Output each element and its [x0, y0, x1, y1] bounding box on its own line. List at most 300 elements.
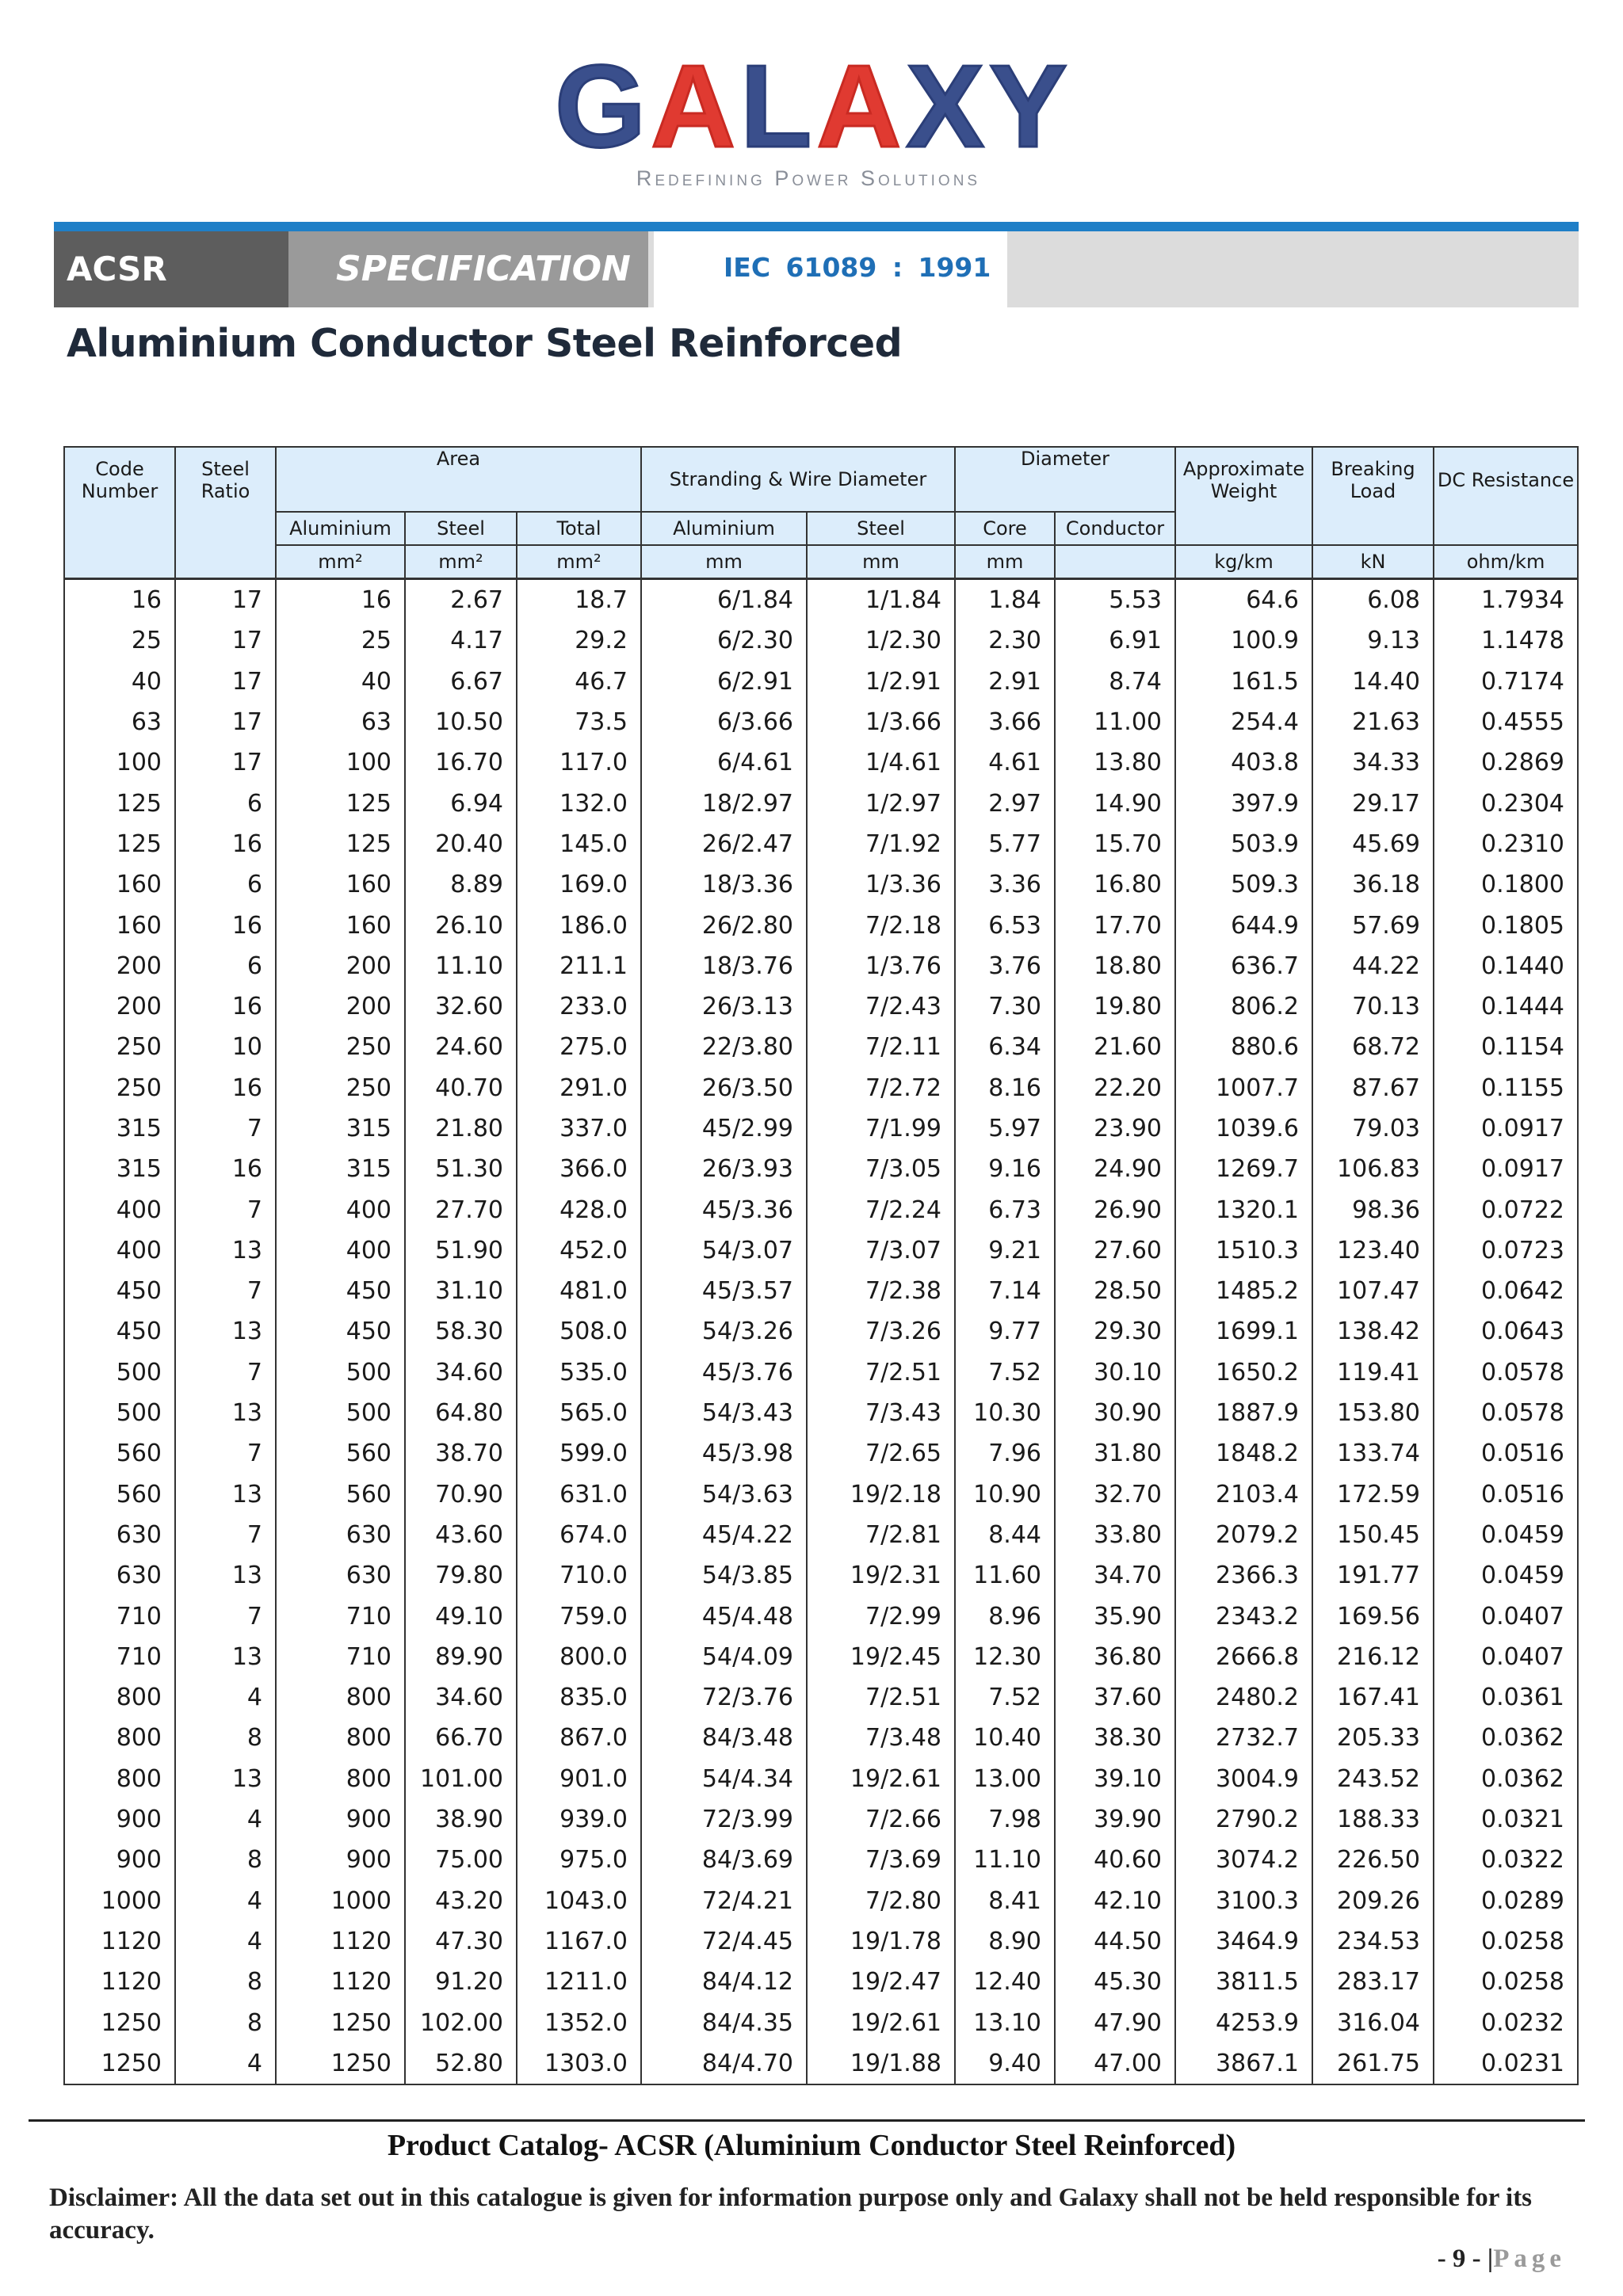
cell-steel-ratio: 10 — [175, 1027, 276, 1067]
cell-area-aluminium: 450 — [276, 1271, 405, 1311]
cell-approx-weight: 503.9 — [1175, 824, 1312, 864]
cell-diameter-conductor: 19.80 — [1055, 986, 1175, 1027]
cell-stranding-steel: 19/1.78 — [807, 1921, 955, 1962]
cell-area-aluminium: 250 — [276, 1027, 405, 1067]
footer-title: Product Catalog- ACSR (Aluminium Conductor Steel Reinforced) — [387, 2129, 1236, 2162]
cell-diameter-conductor: 39.10 — [1055, 1759, 1175, 1799]
cell-area-aluminium: 800 — [276, 1759, 405, 1799]
cell-diameter-conductor: 39.90 — [1055, 1799, 1175, 1840]
cell-stranding-aluminium: 45/3.36 — [641, 1189, 807, 1230]
cell-breaking-load: 45.69 — [1312, 824, 1434, 864]
cell-area-aluminium: 900 — [276, 1840, 405, 1880]
cell-stranding-steel: 1/2.30 — [807, 620, 955, 661]
cell-stranding-steel: 7/2.18 — [807, 905, 955, 945]
cell-area-aluminium: 125 — [276, 824, 405, 864]
cell-code-number: 250 — [64, 1027, 175, 1067]
cell-dc-resistance: 0.2310 — [1434, 824, 1578, 864]
cell-area-total: 939.0 — [517, 1799, 641, 1840]
cell-breaking-load: 87.67 — [1312, 1068, 1434, 1108]
table-row — [64, 1311, 1578, 1352]
table-row — [64, 905, 1578, 945]
cell-area-steel: 64.80 — [405, 1393, 517, 1433]
cell-breaking-load: 70.13 — [1312, 986, 1434, 1027]
table-row — [64, 1596, 1578, 1636]
cell-stranding-steel: 7/2.43 — [807, 986, 955, 1027]
cell-code-number: 450 — [64, 1271, 175, 1311]
cell-diameter-conductor: 33.80 — [1055, 1515, 1175, 1555]
cell-approx-weight: 4253.9 — [1175, 2002, 1312, 2042]
cell-steel-ratio: 17 — [175, 620, 276, 661]
cell-code-number: 200 — [64, 986, 175, 1027]
cell-dc-resistance: 0.0516 — [1434, 1474, 1578, 1515]
cell-area-aluminium: 560 — [276, 1433, 405, 1474]
cell-dc-resistance: 0.0722 — [1434, 1189, 1578, 1230]
cell-area-steel: 43.60 — [405, 1515, 517, 1555]
header-diameter: Diameter — [955, 447, 1175, 479]
cell-area-total: 1211.0 — [517, 1962, 641, 2002]
cell-steel-ratio: 13 — [175, 1393, 276, 1433]
cell-diameter-conductor: 18.80 — [1055, 946, 1175, 986]
cell-code-number: 25 — [64, 620, 175, 661]
unit-spacer — [175, 545, 276, 579]
cell-area-aluminium: 710 — [276, 1637, 405, 1677]
cell-area-steel: 21.80 — [405, 1108, 517, 1149]
cell-area-total: 674.0 — [517, 1515, 641, 1555]
cell-approx-weight: 3004.9 — [1175, 1759, 1312, 1799]
cell-steel-ratio: 13 — [175, 1474, 276, 1515]
cell-stranding-aluminium: 22/3.80 — [641, 1027, 807, 1067]
cell-area-steel: 52.80 — [405, 2043, 517, 2084]
table-row — [64, 1637, 1578, 1677]
cell-diameter-core: 9.77 — [955, 1311, 1055, 1352]
cell-diameter-core: 7.98 — [955, 1799, 1055, 1840]
unit-weight: kg/km — [1175, 545, 1312, 579]
cell-steel-ratio: 16 — [175, 986, 276, 1027]
cell-breaking-load: 44.22 — [1312, 946, 1434, 986]
cell-diameter-conductor: 37.60 — [1055, 1677, 1175, 1718]
disclaimer: Disclaimer: All the data set out in this catalogue is given for information purpose only and Galaxy shall not be held responsible for its accuracy. — [49, 2183, 1533, 2245]
cell-area-aluminium: 200 — [276, 986, 405, 1027]
cell-code-number: 560 — [64, 1474, 175, 1515]
cell-breaking-load: 172.59 — [1312, 1474, 1434, 1515]
header-diameter-core: Core — [955, 512, 1055, 545]
cell-approx-weight: 100.9 — [1175, 620, 1312, 661]
cell-dc-resistance: 0.0578 — [1434, 1352, 1578, 1393]
cell-stranding-aluminium: 45/3.57 — [641, 1271, 807, 1311]
cell-area-steel: 101.00 — [405, 1759, 517, 1799]
table-row — [64, 1921, 1578, 1962]
cell-code-number: 160 — [64, 864, 175, 905]
table-row — [64, 1515, 1578, 1555]
cell-dc-resistance: 0.2869 — [1434, 742, 1578, 783]
table-row — [64, 1433, 1578, 1474]
cell-approx-weight: 397.9 — [1175, 783, 1312, 823]
logo-tagline: Redefining Power Solutions — [636, 166, 981, 190]
cell-dc-resistance: 0.4555 — [1434, 702, 1578, 742]
cell-approx-weight: 1848.2 — [1175, 1433, 1312, 1474]
cell-approx-weight: 2480.2 — [1175, 1677, 1312, 1718]
cell-area-total: 1352.0 — [517, 2002, 641, 2042]
cell-breaking-load: 138.42 — [1312, 1311, 1434, 1352]
cell-stranding-steel: 7/2.51 — [807, 1352, 955, 1393]
cell-steel-ratio: 7 — [175, 1108, 276, 1149]
cell-code-number: 315 — [64, 1108, 175, 1149]
cell-diameter-core: 2.91 — [955, 662, 1055, 702]
table-row — [64, 2043, 1578, 2084]
header-resistance-spacer — [1434, 512, 1578, 545]
cell-breaking-load: 57.69 — [1312, 905, 1434, 945]
cell-area-aluminium: 450 — [276, 1311, 405, 1352]
cell-steel-ratio: 16 — [175, 1068, 276, 1108]
table-row — [64, 1271, 1578, 1311]
cell-diameter-core: 12.40 — [955, 1962, 1055, 2002]
cell-diameter-conductor: 11.00 — [1055, 702, 1175, 742]
cell-dc-resistance: 0.0407 — [1434, 1596, 1578, 1636]
cell-stranding-steel: 7/3.07 — [807, 1230, 955, 1271]
cell-area-aluminium: 100 — [276, 742, 405, 783]
cell-breaking-load: 6.08 — [1312, 579, 1434, 621]
cell-steel-ratio: 6 — [175, 864, 276, 905]
cell-diameter-conductor: 15.70 — [1055, 824, 1175, 864]
cell-area-steel: 2.67 — [405, 579, 517, 621]
table-row — [64, 824, 1578, 864]
cell-area-total: 211.1 — [517, 946, 641, 986]
table-row — [64, 662, 1578, 702]
cell-stranding-aluminium: 84/3.48 — [641, 1718, 807, 1758]
cell-code-number: 100 — [64, 742, 175, 783]
cell-steel-ratio: 17 — [175, 702, 276, 742]
cell-stranding-aluminium: 84/4.12 — [641, 1962, 807, 2002]
cell-diameter-core: 2.97 — [955, 783, 1055, 823]
cell-diameter-conductor: 45.30 — [1055, 1962, 1175, 2002]
cell-steel-ratio: 16 — [175, 905, 276, 945]
cell-area-aluminium: 250 — [276, 1068, 405, 1108]
cell-stranding-aluminium: 84/4.70 — [641, 2043, 807, 2084]
cell-breaking-load: 261.75 — [1312, 2043, 1434, 2084]
cell-diameter-conductor: 34.70 — [1055, 1555, 1175, 1596]
cell-approx-weight: 3100.3 — [1175, 1881, 1312, 1921]
header-code-number: Code Number — [64, 447, 175, 512]
galaxy-logo — [555, 41, 1072, 190]
cell-area-steel: 38.70 — [405, 1433, 517, 1474]
cell-stranding-aluminium: 18/2.97 — [641, 783, 807, 823]
cell-area-total: 631.0 — [517, 1474, 641, 1515]
cell-area-aluminium: 800 — [276, 1677, 405, 1718]
table-row — [64, 742, 1578, 783]
table-row — [64, 1027, 1578, 1067]
cell-breaking-load: 191.77 — [1312, 1555, 1434, 1596]
cell-area-total: 867.0 — [517, 1718, 641, 1758]
cell-diameter-core: 5.97 — [955, 1108, 1055, 1149]
cell-dc-resistance: 0.0917 — [1434, 1149, 1578, 1189]
cell-steel-ratio: 8 — [175, 2002, 276, 2042]
cell-diameter-conductor: 28.50 — [1055, 1271, 1175, 1311]
cell-steel-ratio: 8 — [175, 1718, 276, 1758]
cell-dc-resistance: 0.0322 — [1434, 1840, 1578, 1880]
cell-steel-ratio: 8 — [175, 1840, 276, 1880]
cell-stranding-steel: 1/1.84 — [807, 579, 955, 621]
cell-code-number: 1250 — [64, 2043, 175, 2084]
cell-area-total: 428.0 — [517, 1189, 641, 1230]
cell-diameter-core: 12.30 — [955, 1637, 1055, 1677]
table-row — [64, 1149, 1578, 1189]
table-row — [64, 864, 1578, 905]
cell-stranding-steel: 7/2.51 — [807, 1677, 955, 1718]
cell-approx-weight: 1485.2 — [1175, 1271, 1312, 1311]
cell-approx-weight: 254.4 — [1175, 702, 1312, 742]
cell-area-aluminium: 1250 — [276, 2043, 405, 2084]
cell-stranding-aluminium: 84/4.35 — [641, 2002, 807, 2042]
cell-diameter-core: 10.90 — [955, 1474, 1055, 1515]
cell-area-total: 73.5 — [517, 702, 641, 742]
cell-dc-resistance: 0.0642 — [1434, 1271, 1578, 1311]
cell-dc-resistance: 0.0578 — [1434, 1393, 1578, 1433]
cell-stranding-aluminium: 54/4.09 — [641, 1637, 807, 1677]
cell-diameter-conductor: 8.74 — [1055, 662, 1175, 702]
cell-code-number: 125 — [64, 783, 175, 823]
unit-diameter-core: mm — [955, 545, 1055, 579]
cell-stranding-aluminium: 26/3.13 — [641, 986, 807, 1027]
cell-breaking-load: 98.36 — [1312, 1189, 1434, 1230]
cell-dc-resistance: 0.0321 — [1434, 1799, 1578, 1840]
cell-area-total: 1167.0 — [517, 1921, 641, 1962]
cell-area-steel: 20.40 — [405, 824, 517, 864]
cell-approx-weight: 1269.7 — [1175, 1149, 1312, 1189]
cell-stranding-steel: 7/2.38 — [807, 1271, 955, 1311]
cell-area-aluminium: 800 — [276, 1718, 405, 1758]
cell-diameter-core: 7.52 — [955, 1352, 1055, 1393]
cell-code-number: 500 — [64, 1352, 175, 1393]
cell-dc-resistance: 0.0362 — [1434, 1759, 1578, 1799]
cell-area-steel: 89.90 — [405, 1637, 517, 1677]
cell-stranding-aluminium: 18/3.36 — [641, 864, 807, 905]
table-row — [64, 1352, 1578, 1393]
cell-area-steel: 66.70 — [405, 1718, 517, 1758]
cell-breaking-load: 234.53 — [1312, 1921, 1434, 1962]
cell-area-steel: 91.20 — [405, 1962, 517, 2002]
cell-area-steel: 26.10 — [405, 905, 517, 945]
cell-approx-weight: 2790.2 — [1175, 1799, 1312, 1840]
cell-steel-ratio: 4 — [175, 1677, 276, 1718]
cell-area-steel: 79.80 — [405, 1555, 517, 1596]
cell-diameter-core: 8.41 — [955, 1881, 1055, 1921]
cell-area-total: 975.0 — [517, 1840, 641, 1880]
cell-code-number: 900 — [64, 1799, 175, 1840]
cell-area-total: 901.0 — [517, 1759, 641, 1799]
cell-code-number: 630 — [64, 1555, 175, 1596]
table-row — [64, 1881, 1578, 1921]
cell-stranding-steel: 19/1.88 — [807, 2043, 955, 2084]
banner-standard: IEC 61089 : 1991 — [654, 231, 1007, 307]
cell-diameter-conductor: 21.60 — [1055, 1027, 1175, 1067]
cell-diameter-core: 7.30 — [955, 986, 1055, 1027]
cell-diameter-core: 13.00 — [955, 1759, 1055, 1799]
cell-diameter-conductor: 24.90 — [1055, 1149, 1175, 1189]
cell-stranding-aluminium: 45/4.48 — [641, 1596, 807, 1636]
cell-approx-weight: 1320.1 — [1175, 1189, 1312, 1230]
cell-breaking-load: 188.33 — [1312, 1799, 1434, 1840]
cell-area-total: 169.0 — [517, 864, 641, 905]
cell-approx-weight: 3464.9 — [1175, 1921, 1312, 1962]
cell-breaking-load: 68.72 — [1312, 1027, 1434, 1067]
cell-breaking-load: 133.74 — [1312, 1433, 1434, 1474]
header-area-steel: Steel — [405, 512, 517, 545]
cell-area-steel: 31.10 — [405, 1271, 517, 1311]
cell-area-total: 565.0 — [517, 1393, 641, 1433]
cell-diameter-conductor: 16.80 — [1055, 864, 1175, 905]
cell-area-steel: 49.10 — [405, 1596, 517, 1636]
cell-area-steel: 6.94 — [405, 783, 517, 823]
header-stranding-steel: Steel — [807, 512, 955, 545]
cell-code-number: 160 — [64, 905, 175, 945]
cell-diameter-conductor: 22.20 — [1055, 1068, 1175, 1108]
page-number: - 9 - |Page — [1437, 2245, 1566, 2273]
cell-area-aluminium: 16 — [276, 579, 405, 621]
cell-code-number: 400 — [64, 1189, 175, 1230]
cell-area-total: 186.0 — [517, 905, 641, 945]
cell-stranding-aluminium: 54/3.26 — [641, 1311, 807, 1352]
cell-breaking-load: 243.52 — [1312, 1759, 1434, 1799]
footer-divider — [29, 2119, 1585, 2122]
cell-stranding-aluminium: 26/2.47 — [641, 824, 807, 864]
table-row — [64, 1962, 1578, 2002]
header-dc-resistance: DC Resistance — [1434, 447, 1578, 512]
unit-spacer — [64, 545, 175, 579]
cell-breaking-load: 226.50 — [1312, 1840, 1434, 1880]
cell-stranding-steel: 7/3.05 — [807, 1149, 955, 1189]
cell-steel-ratio: 17 — [175, 742, 276, 783]
cell-area-aluminium: 400 — [276, 1189, 405, 1230]
table-row — [64, 1555, 1578, 1596]
unit-stranding-aluminium: mm — [641, 545, 807, 579]
cell-approx-weight: 1039.6 — [1175, 1108, 1312, 1149]
cell-diameter-core: 7.14 — [955, 1271, 1055, 1311]
cell-stranding-aluminium: 72/3.99 — [641, 1799, 807, 1840]
spec-table — [63, 446, 1579, 2085]
table-row — [64, 1068, 1578, 1108]
cell-dc-resistance: 0.2304 — [1434, 783, 1578, 823]
cell-breaking-load: 36.18 — [1312, 864, 1434, 905]
cell-dc-resistance: 0.1440 — [1434, 946, 1578, 986]
cell-breaking-load: 9.13 — [1312, 620, 1434, 661]
spec-banner — [54, 231, 1579, 307]
cell-approx-weight: 2666.8 — [1175, 1637, 1312, 1677]
table-row — [64, 1677, 1578, 1718]
cell-approx-weight: 64.6 — [1175, 579, 1312, 621]
cell-stranding-aluminium: 26/2.80 — [641, 905, 807, 945]
cell-area-aluminium: 630 — [276, 1555, 405, 1596]
cell-code-number: 315 — [64, 1149, 175, 1189]
cell-approx-weight: 636.7 — [1175, 946, 1312, 986]
table-row — [64, 1108, 1578, 1149]
cell-breaking-load: 216.12 — [1312, 1637, 1434, 1677]
cell-stranding-steel: 7/2.72 — [807, 1068, 955, 1108]
cell-code-number: 710 — [64, 1637, 175, 1677]
cell-code-number: 900 — [64, 1840, 175, 1880]
cell-diameter-core: 6.53 — [955, 905, 1055, 945]
cell-code-number: 1120 — [64, 1921, 175, 1962]
cell-area-aluminium: 63 — [276, 702, 405, 742]
cell-stranding-aluminium: 54/3.63 — [641, 1474, 807, 1515]
cell-area-steel: 70.90 — [405, 1474, 517, 1515]
cell-stranding-steel: 19/2.61 — [807, 1759, 955, 1799]
cell-stranding-steel: 7/2.11 — [807, 1027, 955, 1067]
cell-diameter-conductor: 6.91 — [1055, 620, 1175, 661]
cell-dc-resistance: 0.1805 — [1434, 905, 1578, 945]
header-steel-ratio: Steel Ratio — [175, 447, 276, 512]
table-row — [64, 783, 1578, 823]
cell-breaking-load: 153.80 — [1312, 1393, 1434, 1433]
cell-diameter-core: 8.96 — [955, 1596, 1055, 1636]
cell-approx-weight: 2732.7 — [1175, 1718, 1312, 1758]
cell-area-aluminium: 500 — [276, 1352, 405, 1393]
cell-area-total: 710.0 — [517, 1555, 641, 1596]
cell-approx-weight: 403.8 — [1175, 742, 1312, 783]
page-label: Page — [1493, 2245, 1566, 2273]
cell-stranding-steel: 7/3.26 — [807, 1311, 955, 1352]
cell-breaking-load: 29.17 — [1312, 783, 1434, 823]
cell-stranding-aluminium: 6/3.66 — [641, 702, 807, 742]
cell-approx-weight: 3867.1 — [1175, 2043, 1312, 2084]
cell-diameter-conductor: 40.60 — [1055, 1840, 1175, 1880]
cell-breaking-load: 283.17 — [1312, 1962, 1434, 2002]
cell-area-total: 275.0 — [517, 1027, 641, 1067]
cell-approx-weight: 806.2 — [1175, 986, 1312, 1027]
cell-code-number: 1120 — [64, 1962, 175, 2002]
cell-approx-weight: 3074.2 — [1175, 1840, 1312, 1880]
cell-diameter-conductor: 47.90 — [1055, 2002, 1175, 2042]
cell-approx-weight: 880.6 — [1175, 1027, 1312, 1067]
cell-area-aluminium: 630 — [276, 1515, 405, 1555]
cell-steel-ratio: 7 — [175, 1433, 276, 1474]
cell-stranding-steel: 7/2.80 — [807, 1881, 955, 1921]
cell-steel-ratio: 6 — [175, 946, 276, 986]
cell-stranding-steel: 7/3.69 — [807, 1840, 955, 1880]
header-stranding-aluminium: Aluminium — [641, 512, 807, 545]
cell-stranding-steel: 7/1.99 — [807, 1108, 955, 1149]
cell-area-steel: 40.70 — [405, 1068, 517, 1108]
cell-stranding-aluminium: 26/3.93 — [641, 1149, 807, 1189]
cell-breaking-load: 169.56 — [1312, 1596, 1434, 1636]
cell-diameter-core: 7.96 — [955, 1433, 1055, 1474]
cell-area-steel: 51.90 — [405, 1230, 517, 1271]
table-row — [64, 1189, 1578, 1230]
cell-stranding-steel: 1/3.76 — [807, 946, 955, 986]
cell-area-total: 117.0 — [517, 742, 641, 783]
cell-stranding-aluminium: 26/3.50 — [641, 1068, 807, 1108]
cell-stranding-aluminium: 6/2.91 — [641, 662, 807, 702]
header-diameter-conductor: Conductor — [1055, 512, 1175, 545]
table-row — [64, 702, 1578, 742]
cell-approx-weight: 509.3 — [1175, 864, 1312, 905]
cell-diameter-core: 8.44 — [955, 1515, 1055, 1555]
cell-area-steel: 102.00 — [405, 2002, 517, 2042]
cell-diameter-core: 11.60 — [955, 1555, 1055, 1596]
cell-approx-weight: 1699.1 — [1175, 1311, 1312, 1352]
cell-diameter-conductor: 35.90 — [1055, 1596, 1175, 1636]
cell-steel-ratio: 13 — [175, 1311, 276, 1352]
cell-steel-ratio: 7 — [175, 1352, 276, 1393]
cell-code-number: 400 — [64, 1230, 175, 1271]
cell-steel-ratio: 4 — [175, 2043, 276, 2084]
cell-stranding-steel: 7/2.99 — [807, 1596, 955, 1636]
cell-diameter-conductor: 29.30 — [1055, 1311, 1175, 1352]
cell-stranding-steel: 7/3.48 — [807, 1718, 955, 1758]
header-breaking-load: Breaking Load — [1312, 447, 1434, 512]
cell-diameter-core: 4.61 — [955, 742, 1055, 783]
cell-area-aluminium: 500 — [276, 1393, 405, 1433]
table-row — [64, 1393, 1578, 1433]
